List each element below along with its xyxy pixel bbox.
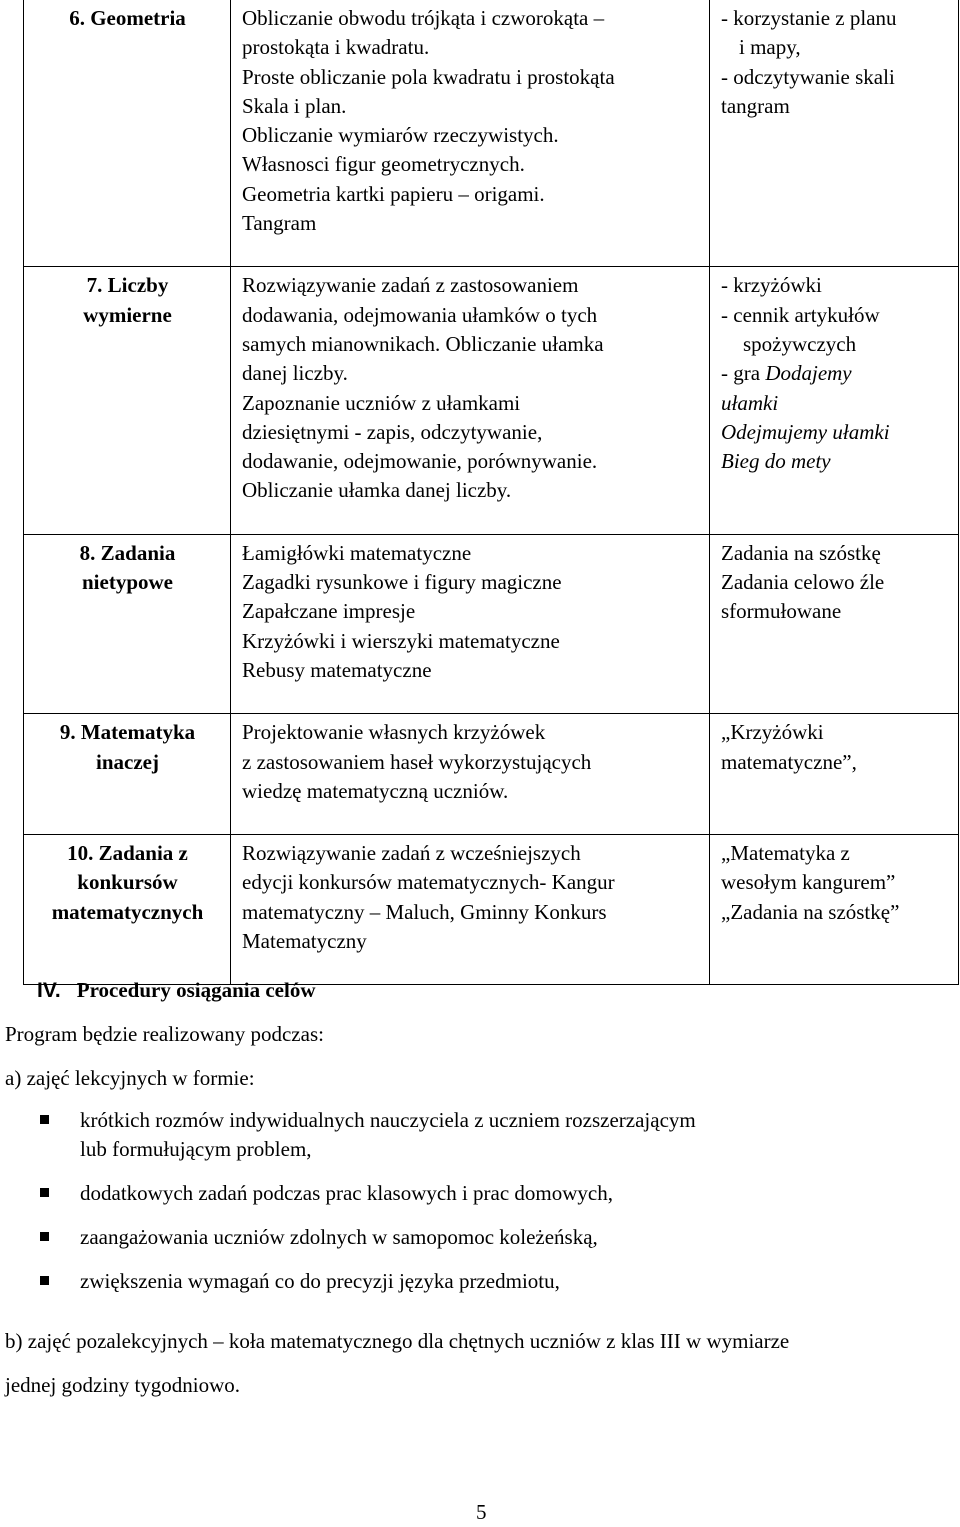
content-line: Własnosci figur geometrycznych. (242, 152, 525, 177)
topic-cell (24, 0, 231, 267)
curriculum-table (23, 0, 959, 985)
materials-line: „Matematyka z (721, 841, 850, 866)
section-heading (37, 976, 316, 1005)
content-line: Proste obliczanie pola kwadratu i prostokąta (242, 64, 615, 89)
table-row (24, 0, 959, 267)
topic-cell (24, 714, 231, 835)
materials-line: wesołym kangurem” (721, 870, 896, 895)
content-line: Skala i plan. (242, 93, 347, 118)
materials-line: - krzyżówki (721, 273, 822, 298)
content-line: dodawanie, odejmowanie, porównywanie. (242, 449, 598, 474)
game-title: Dodajemy (765, 361, 852, 386)
materials-line: Zadania celowo źle (721, 570, 885, 595)
topic-line: matematycznych (51, 899, 204, 924)
content-line: Rebusy matematyczne (242, 657, 432, 682)
bullet-item (40, 1106, 940, 1165)
content-line: wiedzę matematyczną uczniów. (242, 778, 509, 803)
content-line: Łamigłówki matematyczne (242, 540, 472, 565)
bullet-square-icon (40, 1276, 49, 1285)
materials-cell (710, 714, 959, 835)
content-line: Obliczanie ułamka danej liczby. (242, 478, 512, 503)
content-line: Rozwiązywanie zadań z wcześniejszych (242, 841, 581, 866)
item-b: b) zajęć pozalekcyjnych – koła matematycznego dla chętnych uczniów z klas III w wymiarze (5, 1329, 790, 1353)
bullet-square-icon (40, 1232, 49, 1241)
materials-line: - korzystanie z planu (721, 6, 897, 30)
materials-text: - gra (721, 361, 761, 386)
table-row (24, 534, 959, 713)
bullet-item (40, 1179, 940, 1208)
materials-line: sformułowane (721, 599, 842, 624)
topic-line: konkursów (77, 870, 178, 895)
topic-line: 8. Zadania (79, 540, 176, 565)
bullet-line: krótkich rozmów indywidualnych nauczyciela z uczniem rozszerzającym (80, 1108, 696, 1132)
materials-cell (710, 534, 959, 713)
topic-line: 6. Geometria (69, 6, 186, 30)
content-line: matematyczny – Maluch, Gminny Konkurs (242, 899, 607, 924)
content-line: z zastosowaniem haseł wykorzystujących (242, 749, 592, 774)
section-title: Procedury osiągania celów (76, 978, 316, 1002)
table-row (24, 714, 959, 835)
content-cell (231, 0, 710, 267)
bullet-square-icon (40, 1115, 49, 1124)
topic-cell (24, 534, 231, 713)
content-line: Geometria kartki papieru – origami. (242, 181, 545, 206)
materials-line: matematyczne”, (721, 749, 857, 774)
content-line: Zagadki rysunkowe i figury magiczne (242, 570, 562, 595)
materials-cell (710, 267, 959, 534)
materials-line: „Krzyżówki (721, 720, 824, 745)
content-cell (231, 534, 710, 713)
game-title: Odejmujemy ułamki (721, 419, 890, 444)
materials-line: - odczytywanie skali (721, 64, 895, 89)
materials-cell (710, 0, 959, 267)
bullet-item (40, 1267, 940, 1296)
materials-line: i mapy, (739, 35, 801, 60)
bullet-line: dodatkowych zadań podczas prac klasowych i prac domowych, (80, 1181, 613, 1206)
bullet-item (40, 1223, 940, 1252)
topic-line: inaczej (96, 749, 159, 774)
content-line: Matematyczny (242, 929, 367, 954)
content-cell (231, 714, 710, 835)
item-b-continuation: jednej godziny tygodniowo. (5, 1373, 241, 1397)
content-line: Obliczanie wymiarów rzeczywistych. (242, 123, 559, 148)
section-number: IV. (37, 979, 61, 1002)
materials-line: Zadania na szóstkę (721, 540, 881, 565)
game-title: Bieg do mety (721, 449, 831, 474)
materials-line (721, 359, 948, 388)
topic-line: 10. Zadania z (67, 841, 188, 866)
topic-line: nietypowe (82, 570, 173, 595)
item-a: a) zajęć lekcyjnych w formie: (5, 1066, 255, 1090)
content-line: Rozwiązywanie zadań z zastosowaniem (242, 273, 579, 298)
topic-line: 7. Liczby (86, 273, 169, 298)
content-line: prostokąta i kwadratu. (242, 35, 430, 60)
page-number: 5 (476, 1500, 487, 1524)
content-line: Obliczanie obwodu trójkąta i czworokąta – (242, 6, 605, 30)
table-row (24, 267, 959, 534)
materials-line: tangram (721, 93, 790, 118)
bullet-line: zaangażowania uczniów zdolnych w samopomoc koleżeńską, (80, 1224, 598, 1249)
bullet-line: lub formułującym problem, (80, 1137, 312, 1162)
content-line: edycji konkursów matematycznych- Kangur (242, 870, 615, 895)
content-line: dziesiętnymi - zapis, odczytywanie, (242, 419, 543, 444)
table-row (24, 835, 959, 985)
content-line: Krzyżówki i wierszyki matematyczne (242, 628, 560, 653)
bullet-list (40, 1106, 940, 1310)
topic-line: 9. Matematyka (59, 720, 196, 745)
content-line: Zapałczane impresje (242, 599, 416, 624)
intro-paragraph: Program będzie realizowany podczas: (5, 1022, 324, 1046)
materials-line: - cennik artykułów (721, 302, 880, 327)
content-line: samych mianownikach. Obliczanie ułamka (242, 331, 604, 356)
materials-line: spożywczych (743, 331, 857, 356)
content-line: Projektowanie własnych krzyżówek (242, 720, 546, 745)
content-cell (231, 267, 710, 534)
game-title: ułamki (721, 390, 779, 415)
bullet-square-icon (40, 1188, 49, 1197)
bullet-line: zwiększenia wymagań co do precyzji języka przedmiotu, (80, 1268, 560, 1293)
content-line: dodawania, odejmowania ułamków o tych (242, 302, 598, 327)
materials-cell (710, 835, 959, 985)
materials-line: „Zadania na szóstkę” (721, 899, 900, 924)
content-line: danej liczby. (242, 361, 348, 386)
content-line: Zapoznanie uczniów z ułamkami (242, 390, 521, 415)
topic-cell (24, 267, 231, 534)
content-line: Tangram (242, 211, 317, 236)
topic-cell (24, 835, 231, 985)
topic-line: wymierne (83, 302, 172, 327)
content-cell (231, 835, 710, 985)
